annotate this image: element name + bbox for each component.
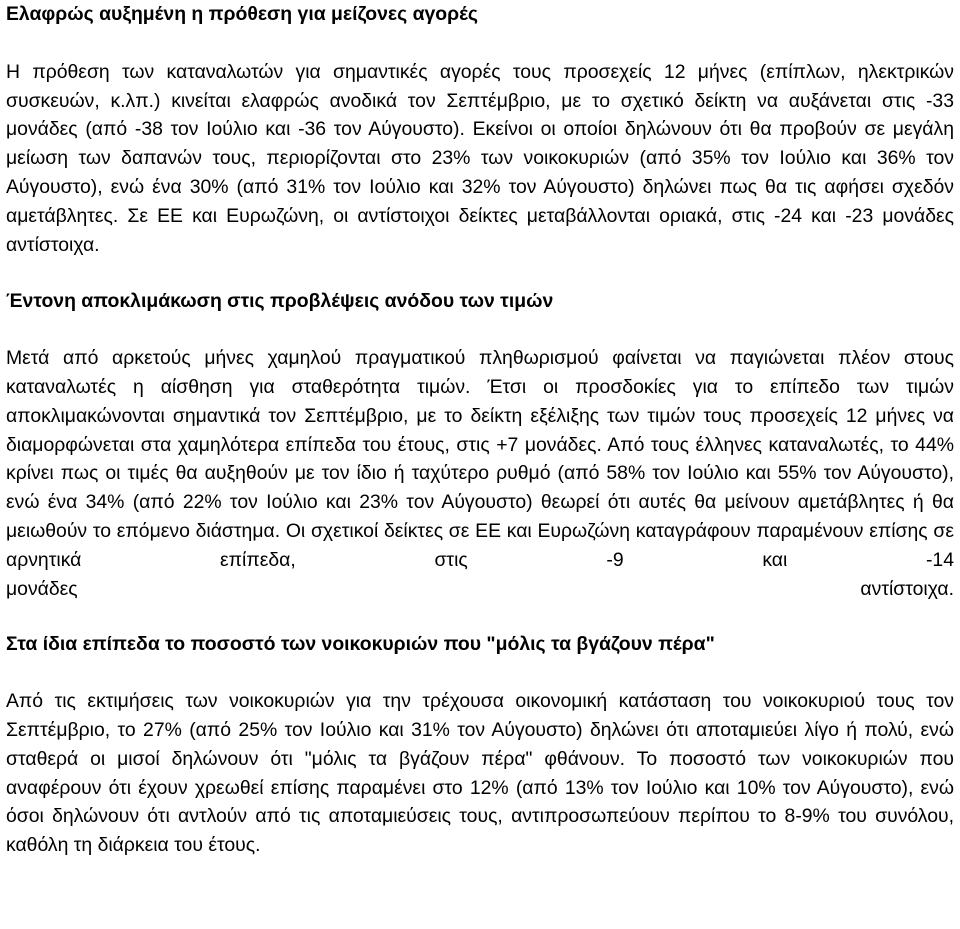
section-heading-purchases: Ελαφρώς αυξημένη η πρόθεση για μείζονες αγορές [6,3,478,25]
document-page [6,0,954,860]
section-paragraph-prices-last-line [6,575,954,604]
last-line-right-text: αντίστοιχα. [860,577,954,600]
section-heading-prices: Έντονη αποκλιμάκωση στις προβλέψεις ανόδου των τιμών [6,290,554,313]
section-paragraph-households: Από τις εκτιμήσεις των νοικοκυριών για την τρέχουσα οικονομική κατάσταση του νοικοκυριού τους τον Σεπτέμβριο, το 27% (από 25% τον Ιούλιο και 31% τον Αύγουστο) δηλώνει ότι αποταμιεύει λίγο ή πολύ, ενώ σταθερά οι μισοί δηλώνουν ότι "μόλις τα βγάζουν πέρα" φθάνουν. Το ποσοστό των νοικοκυριών που αναφέρουν ότι έχουν χρεωθεί επίσης παραμένει στο 12% (από 13% τον Ιούλιο και 10% τον Αύγουστο), ενώ όσοι δηλώνουν ότι αντλούν από τις αποταμιεύσεις τους, αντιπροσωπεύουν περίπου το 8-9% του συνόλου, καθόλη τη διάρκεια του έτους. [6,690,954,857]
section-paragraph-prices: Μετά από αρκετούς μήνες χαμηλού πραγματικού πληθωρισμού φαίνεται να παγιώνεται πλέον στους καταναλωτές η αίσθηση για σταθερότητα τιμών. Έτσι οι προσδοκίες για το επίπεδο των τιμών αποκλιμακώνονται σημαντικά τον Σεπτέμβριο, με το δείκτη εξέλιξης των τιμών τους προσεχείς 12 μήνες να διαμορφώνεται στα χαμηλότερα επίπεδα του έτους, στις +7 μονάδες. Από τους έλληνες καταναλωτές, το 44% κρίνει πως οι τιμές θα αυξηθούν με τον ίδιο ή ταχύτερο ρυθμό (από 58% τον Ιούλιο και 55% τον Αύγουστο), ενώ ένα 34% (από 22% τον Ιούλιο και 23% τον Αύγουστο) θεωρεί ότι αυτές θα μείνουν αμετάβλητες ή θα μειωθούν το επόμενο διάστημα. Οι σχετικοί δείκτες σε ΕΕ και Ευρωζώνη καταγράφουν παραμένουν επίσης σε αρνητικά επίπεδα, στις -9 και -14 [6,347,954,571]
section-heading-households: Στα ίδια επίπεδα το ποσοστό των νοικοκυριών που "μόλις τα βγάζουν πέρα" [6,633,715,656]
last-line-left-text: μονάδες [6,577,78,600]
section-paragraph-prices-block [6,344,954,603]
section-paragraph-purchases: Η πρόθεση των καταναλωτών για σημαντικές αγορές τους προσεχείς 12 μήνες (επίπλων, ηλεκτρικών συσκευών, κ.λπ.) κινείται ελαφρώς ανοδικά τον Σεπτέμβριο, με το σχετικό δείκτη να αυξάνεται στις -33 μονάδες (από -38 τον Ιούλιο και -36 τον Αύγουστο). Εκείνοι οι οποίοι δηλώνουν ότι θα προβούν σε μεγάλη μείωση των δαπανών τους, περιορίζονται στο 23% των νοικοκυριών (από 35% τον Ιούλιο και 36% τον Αύγουστο), ενώ ένα 30% (από 31% τον Ιούλιο και 32% τον Αύγουστο) δηλώνει πως θα τις αφήσει σχεδόν αμετάβλητες. Σε ΕΕ και Ευρωζώνη, οι αντίστοιχοι δείκτες μεταβάλλονται οριακά, στις -24 και -23 μονάδες αντίστοιχα. [6,60,954,256]
